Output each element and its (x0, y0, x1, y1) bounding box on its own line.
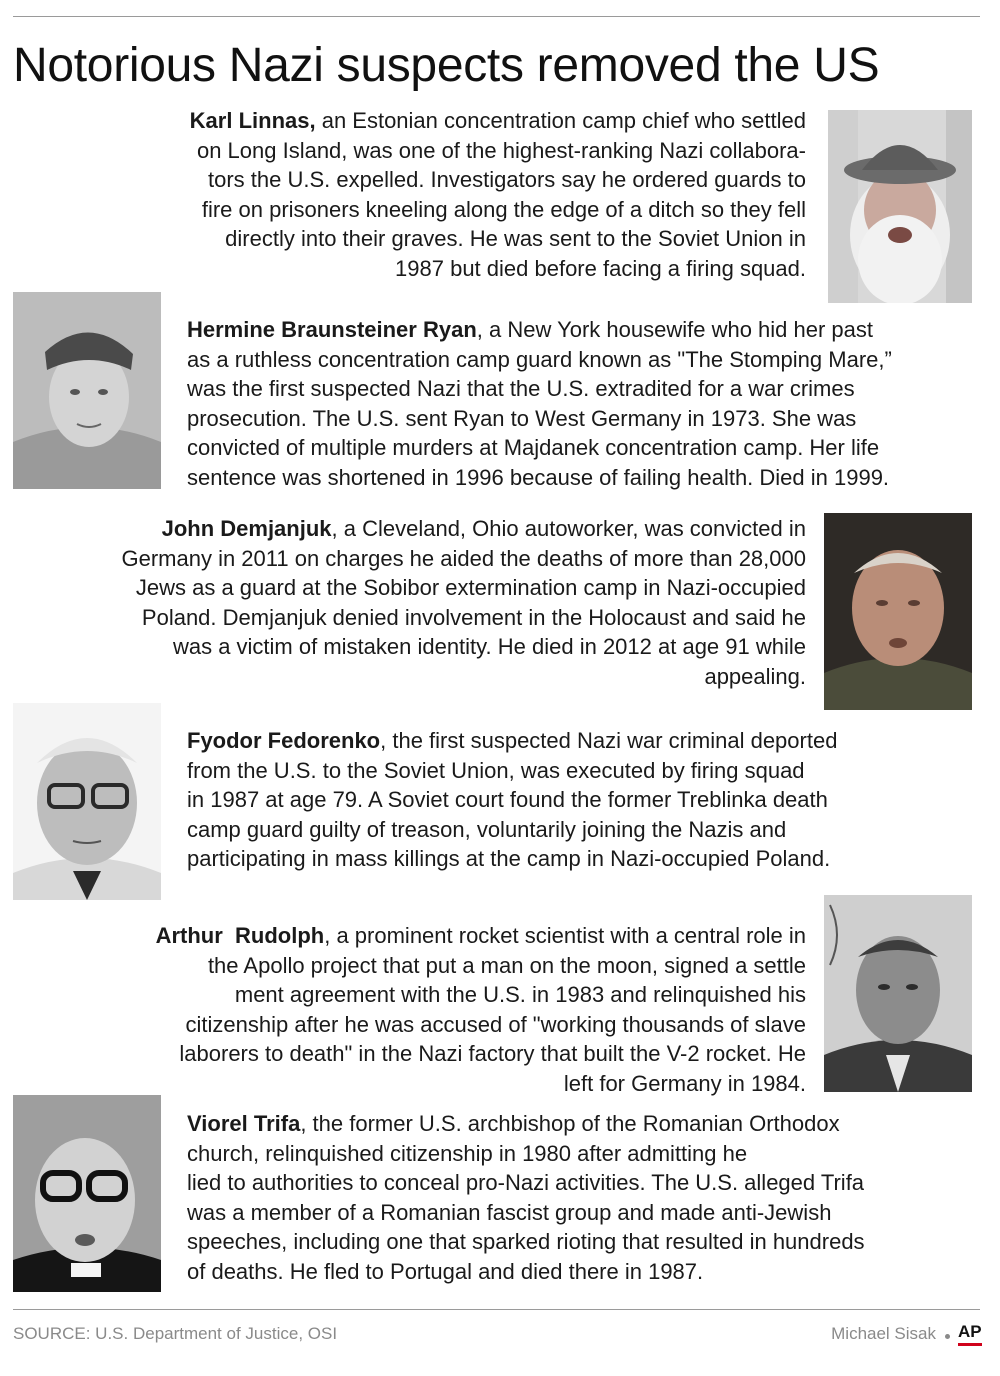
entry-karl-linnas: Karl Linnas, an Estonian concentration camp chief who settled on Long Island, was one of the highest-ranking Nazi collabora- tors the U.S. expelled. Investigators say he ordered guards to fire on prisoners kneeling along the edge of a ditch so they fell directly into their graves. He was sent to the Soviet Union in 1987 but died before facing a firing squad. (189, 108, 806, 281)
portrait-photo-viorel-trifa (13, 1095, 161, 1292)
author-credit: Michael Sisak (831, 1324, 936, 1343)
source-credit: SOURCE: U.S. Department of Justice, OSI (13, 1324, 338, 1343)
portrait-photo-john-demjanjuk (824, 513, 972, 710)
separator-dot (945, 1334, 950, 1339)
portrait-photo-fyodor-fedorenko (13, 703, 161, 900)
entry-name: Viorel Trifa (187, 1111, 301, 1136)
entry-name: Hermine Braunsteiner Ryan (187, 317, 477, 342)
portrait-photo-hermine-braunsteiner-ryan (13, 292, 161, 489)
entry-name: John Demjanjuk (161, 516, 332, 541)
entry-fyodor-fedorenko: Fyodor Fedorenko, the first suspected Nazi war criminal deported from the U.S. to the Soviet Union, was executed by firing squad in 1987 at age 79. A Soviet court found the former Treblinka death camp guard guilty of treason, voluntarily joining the Nazis and participating in mass killings at the camp in Nazi-occupied Poland. (187, 728, 838, 872)
top-rule (13, 16, 980, 17)
entry-hermine-braunsteiner-ryan: Hermine Braunsteiner Ryan, a New York housewife who hid her past as a ruthless concentration camp guard known as "The Stomping Mare,” was the first suspected Nazi that the U.S. extradited for a war crimes prosecution. The U.S. sent Ryan to West Germany in 1973. She was convicted of multiple murders at Majdanek concentration camp. Her life sentence was shortened in 1996 because of failing health. Died in 1999. (187, 317, 892, 490)
entry-viorel-trifa: Viorel Trifa, the former U.S. archbishop of the Romanian Orthodox church, relinquished citizenship in 1980 after admitting he lied to authorities to conceal pro-Nazi activities. The U.S. alleged Trifa was a member of a Romanian fascist group and made anti-Jewish speeches, including one that sparked rioting that resulted in hundreds of deaths. He fled to Portugal and died there in 1987. (187, 1111, 865, 1284)
entry-name: Arthur Rudolph (155, 923, 325, 948)
entry-name: Karl Linnas, (189, 108, 316, 133)
entry-name: Fyodor Fedorenko (187, 728, 381, 753)
ap-logo: AP (958, 1322, 982, 1348)
entry-john-demjanjuk: John Demjanjuk, a Cleveland, Ohio autoworker, was convicted in Germany in 2011 on charges he aided the deaths of more than 28,000 Jews as a guard at the Sobibor extermination camp in Nazi-occupied Poland. Demjanjuk denied involvement in the Holocaust and said he was a victim of mistaken identity. He died in 2012 at age 91 while appealing. (121, 516, 806, 689)
bottom-rule (13, 1309, 980, 1310)
portrait-photo-karl-linnas (828, 110, 972, 303)
entry-arthur-rudolph: Arthur Rudolph, a prominent rocket scientist with a central role in the Apollo project that put a man on the moon, signed a settle ment agreement with the U.S. in 1983 and relinquished his citizenship after he was accused of "working thousands of slave laborers to death" in the Nazi factory that built the V-2 rocket. He left for Germany in 1984. (155, 923, 806, 1096)
portrait-photo-arthur-rudolph (824, 895, 972, 1092)
page-title: Notorious Nazi suspects removed the US (13, 39, 880, 92)
